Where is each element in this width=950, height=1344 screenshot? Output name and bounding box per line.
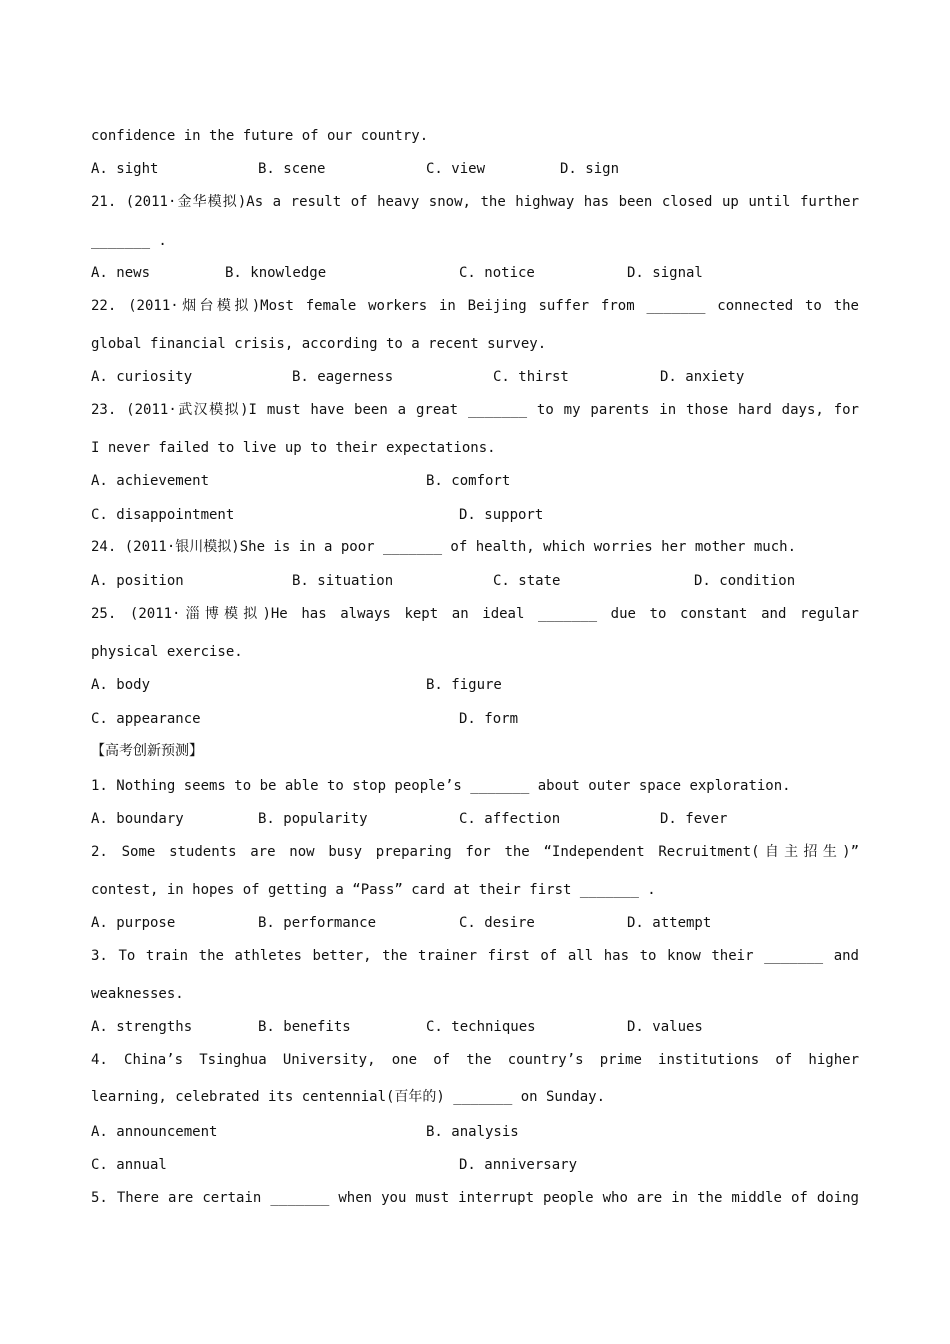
option-c: C. view <box>426 161 486 177</box>
option-d: D. support <box>459 507 544 523</box>
question-23-stem: 23. (2011·武汉模拟)I must have been a great _______ to my parents in those hard days, for <box>91 402 859 418</box>
option-d: D. sign <box>560 161 620 177</box>
option-a: A. boundary <box>91 811 184 827</box>
option-c: C. notice <box>459 265 535 281</box>
option-a: A. position <box>91 573 184 589</box>
option-d: D. form <box>459 711 519 727</box>
prediction-2-stem: 2. Some students are now busy preparing for the “Independent Recruitment(自主招生)” <box>91 844 859 860</box>
option-b: B. analysis <box>426 1124 519 1140</box>
question-21-stem-line2: _______ . <box>91 233 167 249</box>
option-c: C. desire <box>459 915 535 931</box>
option-b: B. figure <box>426 677 502 693</box>
question-25-stem: 25. (2011·淄博模拟)He has always kept an ideal _______ due to constant and regular <box>91 606 859 622</box>
option-a: A. sight <box>91 161 159 177</box>
option-d: D. signal <box>627 265 703 281</box>
option-a: A. curiosity <box>91 369 193 385</box>
option-b: B. benefits <box>258 1019 351 1035</box>
option-c: C. techniques <box>426 1019 536 1035</box>
option-a: A. news <box>91 265 151 281</box>
question-22-stem: 22. (2011·烟台模拟)Most female workers in Beijing suffer from _______ connected to the <box>91 298 859 314</box>
option-d: D. fever <box>660 811 728 827</box>
option-a: A. purpose <box>91 915 176 931</box>
option-b: B. eagerness <box>292 369 394 385</box>
prediction-2-stem-line2: contest, in hopes of getting a “Pass” card at their first _______ . <box>91 882 656 898</box>
option-a: A. achievement <box>91 473 210 489</box>
prediction-1-stem: 1. Nothing seems to be able to stop people’s _______ about outer space exploration. <box>91 778 791 794</box>
option-d: D. condition <box>694 573 796 589</box>
option-a: A. announcement <box>91 1124 218 1140</box>
option-a: A. body <box>91 677 151 693</box>
prediction-4-stem-line2: learning, celebrated its centennial(百年的) _______ on Sunday. <box>91 1089 606 1105</box>
question-23-stem-line2: I never failed to live up to their expectations. <box>91 440 496 456</box>
option-c: C. thirst <box>493 369 569 385</box>
option-c: C. state <box>493 573 561 589</box>
option-d: D. values <box>627 1019 703 1035</box>
question-24-stem: 24. (2011·银川模拟)She is in a poor _______ of health, which worries her mother much. <box>91 539 797 555</box>
prediction-3-stem-line2: weaknesses. <box>91 986 184 1002</box>
option-d: D. anniversary <box>459 1157 578 1173</box>
option-c: C. affection <box>459 811 561 827</box>
option-b: B. situation <box>292 573 394 589</box>
question-22-stem-line2: global financial crisis, according to a recent survey. <box>91 336 547 352</box>
section-heading: 【高考创新预测】 <box>91 743 203 759</box>
question-20-stem-continuation: confidence in the future of our country. <box>91 128 429 144</box>
option-a: A. strengths <box>91 1019 193 1035</box>
option-b: B. knowledge <box>225 265 327 281</box>
question-25-stem-line2: physical exercise. <box>91 644 243 660</box>
option-b: B. comfort <box>426 473 511 489</box>
prediction-5-stem: 5. There are certain _______ when you must interrupt people who are in the middle of doing <box>91 1190 859 1206</box>
option-b: B. scene <box>258 161 326 177</box>
option-c: C. annual <box>91 1157 167 1173</box>
option-b: B. popularity <box>258 811 368 827</box>
option-b: B. performance <box>258 915 377 931</box>
prediction-3-stem: 3. To train the athletes better, the trainer first of all has to know their _______ and <box>91 948 859 964</box>
option-d: D. attempt <box>627 915 712 931</box>
option-c: C. disappointment <box>91 507 235 523</box>
question-21-stem: 21. (2011·金华模拟)As a result of heavy snow, the highway has been closed up until further <box>91 194 859 210</box>
prediction-4-stem: 4. China’s Tsinghua University, one of the country’s prime institutions of higher <box>91 1052 859 1068</box>
option-c: C. appearance <box>91 711 201 727</box>
option-d: D. anxiety <box>660 369 745 385</box>
